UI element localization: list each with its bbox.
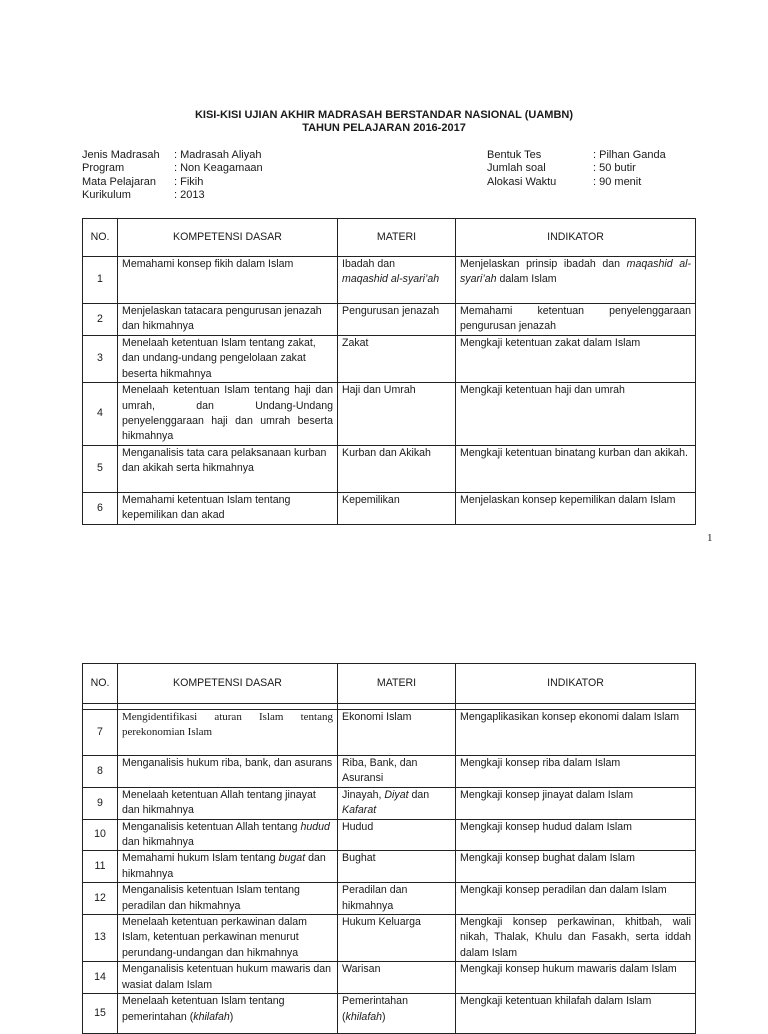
kompetensi-text: dan hikmahnya [122,836,194,849]
materi-cell: Warisan [338,962,456,994]
kompetensi-italic: hudud [300,820,330,833]
table-row [83,492,696,524]
header-kompetensi: KOMPETENSI DASAR [118,219,338,257]
row-number: 1 [83,257,118,304]
header-indikator: INDIKATOR [456,219,696,257]
meta-label: Mata Pelajaran [82,175,156,188]
indikator-cell: Mengkaji konsep perkawinan, khitbah, wali nikah, Thalak, Khulu dan Fasakh, serta iddah dalam Islam [456,915,696,962]
row-number: 2 [83,304,118,336]
meta-value: : 50 butir [593,162,636,175]
kompetensi-cell [118,851,338,883]
table-row [83,994,696,1034]
materi-italic: khilafah [345,1010,383,1023]
table-row [83,851,696,883]
materi-cell [338,257,456,304]
row-number: 14 [83,962,118,994]
table-row [83,819,696,851]
indikator-cell [456,257,696,304]
materi-cell: Hudud [338,819,456,851]
indikator-text: dalam Islam [496,273,557,286]
materi-text: ) [382,1010,386,1023]
indikator-cell: Mengkaji konsep bughat dalam Islam [456,851,696,883]
indikator-cell: Mengkaji konsep jinayat dalam Islam [456,787,696,819]
row-number: 6 [83,492,118,524]
meta-value: : 90 menit [593,175,642,188]
document-title: KISI-KISI UJIAN AKHIR MADRASAH BERSTANDAR NASIONAL (UAMBN) [194,109,574,121]
kompetensi-cell: Menelaah ketentuan Allah tentang jinayat dan hikmahnya [118,787,338,819]
table-row [83,336,696,383]
meta-value: : Non Keagamaan [174,162,263,175]
row-number: 9 [83,787,118,819]
document-subtitle: TAHUN PELAJARAN 2016-2017 [302,122,466,134]
meta-value: : Fikih [174,175,204,188]
meta-value: : Madrasah Aliyah [174,149,262,161]
kisi-table-page-1 [82,218,696,525]
materi-cell: Kepemilikan [338,492,456,524]
meta-label: Program [82,162,125,175]
row-number: 15 [83,994,118,1034]
materi-cell: Ekonomi Islam [338,710,456,756]
materi-cell: Kurban dan Akikah [338,445,456,492]
kompetensi-cell [118,819,338,851]
table-row [83,883,696,915]
indikator-cell: Mengaplikasikan konsep ekonomi dalam Islam [456,710,696,756]
materi-italic: Kafarat [342,804,377,817]
materi-cell: Riba, Bank, dan Asuransi [338,756,456,788]
header-indikator: INDIKATOR [456,664,696,704]
kompetensi-text: dan hikmahnya [122,852,326,880]
materi-text: Jinayah, [342,788,385,801]
table-row [83,915,696,962]
materi-cell [338,994,456,1034]
header-materi: MATERI [338,664,456,704]
table-row [83,787,696,819]
table-header-row [83,664,696,704]
kompetensi-italic: bugat [278,852,306,865]
row-number: 7 [83,710,118,756]
kompetensi-text: Memahami hukum Islam tentang [122,852,279,865]
meta-right [487,149,666,189]
table-row [83,710,696,756]
table-header-row [83,219,696,257]
indikator-cell: Mengkaji ketentuan binatang kurban dan akikah. [456,445,696,492]
meta-label: Kurikulum [82,189,131,202]
materi-italic: maqashid al-syari’ah [342,273,440,286]
indikator-cell: Mengkaji konsep peradilan dan dalam Islam [456,883,696,915]
meta-left [82,149,263,203]
header-kompetensi: KOMPETENSI DASAR [118,664,338,704]
row-number: 11 [83,851,118,883]
table-row [83,445,696,492]
meta-value: : 2013 [174,189,205,202]
indikator-cell: Mengkaji konsep riba dalam Islam [456,756,696,788]
meta-label: Jumlah soal [487,162,546,175]
row-number: 10 [83,819,118,851]
header-no: NO. [83,664,118,704]
indikator-cell: Mengkaji konsep hukum mawaris dalam Islam [456,962,696,994]
materi-cell: Pengurusan jenazah [338,304,456,336]
kompetensi-cell: Menelaah ketentuan Islam tentang zakat, dan undang-undang pengelolaan zakat beserta hikmahnya [118,336,338,383]
indikator-italic: maqashid al-syari’ah [460,258,691,286]
kompetensi-cell: Memahami konsep fikih dalam Islam [118,257,338,304]
table-row [83,383,696,446]
materi-text: Ibadah dan [342,258,396,270]
row-number: 5 [83,445,118,492]
indikator-cell: Menjelaskan konsep kepemilikan dalam Islam [456,492,696,524]
row-number: 8 [83,756,118,788]
kompetensi-cell: Menelaah ketentuan Islam tentang haji dan umrah, dan Undang-Undang penyelenggaraan haji dan umrah beserta hikmahnya [118,383,338,446]
kompetensi-italic: khilafah [193,1010,230,1023]
kompetensi-text: Menelaah ketentuan Islam tentang pemerintahan ( [122,995,285,1023]
materi-italic: Diyat [384,788,409,801]
materi-text: Pemerintahan ( [342,995,408,1023]
materi-cell: Haji dan Umrah [338,383,456,446]
kompetensi-cell: Menganalisis tata cara pelaksanaan kurban dan akikah serta hikmahnya [118,445,338,492]
indikator-cell: Memahami ketentuan penyelenggaraan pengurusan jenazah [456,304,696,336]
kompetensi-text: Menganalisis ketentuan Allah tentang [122,820,301,833]
kompetensi-cell: Mengidentifikasi aturan Islam tentang perekonomian Islam [118,710,338,756]
indikator-text: Menjelaskan prinsip ibadah dan [460,258,627,270]
meta-value: : Pilhan Ganda [593,149,666,161]
meta-label: Bentuk Tes [487,149,542,161]
table-row [83,257,696,304]
kisi-table-page-2 [82,663,696,1034]
row-number: 4 [83,383,118,446]
table-row [83,304,696,336]
row-number: 12 [83,883,118,915]
kompetensi-cell: Menganalisis ketentuan Islam tentang peradilan dan hikmahnya [118,883,338,915]
table-row [83,962,696,994]
materi-cell: Bughat [338,851,456,883]
header-materi: MATERI [338,219,456,257]
indikator-cell: Mengkaji ketentuan zakat dalam Islam [456,336,696,383]
materi-cell [338,787,456,819]
header-no: NO. [83,219,118,257]
kompetensi-cell: Menganalisis hukum riba, bank, dan asurans [118,756,338,788]
meta-label: Alokasi Waktu [487,175,557,188]
page-number: 1 [707,532,713,544]
kompetensi-text: ) [229,1010,234,1023]
meta-label: Jenis Madrasah [82,149,160,161]
indikator-cell: Mengkaji konsep hudud dalam Islam [456,819,696,851]
kompetensi-cell: Menjelaskan tatacara pengurusan jenazah dan hikmahnya [118,304,338,336]
kompetensi-cell: Menelaah ketentuan perkawinan dalam Islam, ketentuan perkawinan menurut perundang-undangan dan hikmahnya [118,915,338,962]
materi-cell: Peradilan dan hikmahnya [338,883,456,915]
materi-text: dan [408,788,430,801]
indikator-cell: Mengkaji ketentuan haji dan umrah [456,383,696,446]
kompetensi-cell: Memahami ketentuan Islam tentang kepemilikan dan akad [118,492,338,524]
materi-cell: Zakat [338,336,456,383]
indikator-cell: Mengkaji ketentuan khilafah dalam Islam [456,994,696,1034]
row-number: 3 [83,336,118,383]
materi-cell: Hukum Keluarga [338,915,456,962]
table-row [83,756,696,788]
row-number: 13 [83,915,118,962]
kompetensi-cell [118,994,338,1034]
kompetensi-cell: Menganalisis ketentuan hukum mawaris dan wasiat dalam Islam [118,962,338,994]
